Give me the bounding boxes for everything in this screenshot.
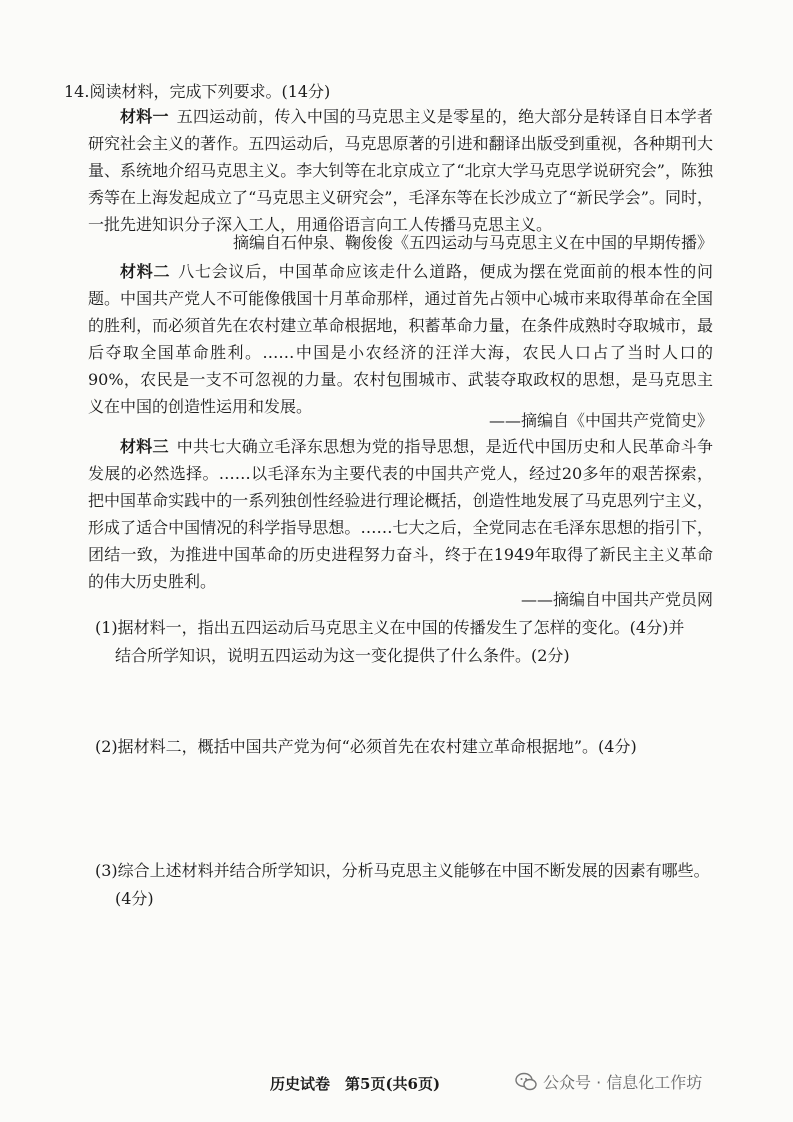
material-2-source: ——摘编自《中国共产党简史》 <box>488 411 713 430</box>
material-1 <box>88 103 713 238</box>
sub-question-3-line2: (4分) <box>115 889 154 908</box>
sub-question-1-line2: 结合所学知识，说明五四运动为这一变化提供了什么条件。(2分) <box>115 646 570 665</box>
page-footer: 历史试卷 第5页(共6页) <box>270 1075 441 1093</box>
material-1-text: 五四运动前，传入中国的马克思主义是零星的，绝大部分是转译自日本学者研究社会主义的著作。五四运动后，马克思原著的引进和翻译出版受到重视，各种期刊大量、系统地介绍马克思主义。李大钊等在北京成立了“北京大学马克思学说研究会”，陈独秀等在上海发起成立了“马克思主义研究会”，毛泽东等在长沙成立了“新民学会”。同时，一批先进知识分子深入工人，用通俗语言向工人传播马克思主义。 <box>88 107 713 234</box>
sub-question-2-line1: (2)据材料二，概括中国共产党为何“必须首先在农村建立革命根据地”。(4分) <box>95 737 637 756</box>
material-2 <box>88 258 713 420</box>
material-3-source: ——摘编自中国共产党员网 <box>520 590 713 609</box>
sub-question-2 <box>95 733 720 761</box>
wechat-icon <box>515 1072 537 1092</box>
sub-question-3 <box>95 857 720 913</box>
material-2-label: 材料二 <box>120 262 171 281</box>
sub-question-1 <box>95 614 720 670</box>
watermark-text: 公众号 · 信息化工作坊 <box>543 1073 703 1092</box>
material-3-text: 中共七大确立毛泽东思想为党的指导思想，是近代中国历史和人民革命斗争发展的必然选择。……以毛泽东为主要代表的中国共产党人，经过20多年的艰苦探索，把中国革命实践中的一系列独创性经验进行理论概括，创造性地发展了马克思列宁主义，形成了适合中国情况的科学指导思想。……七大之后，全党同志在毛泽东思想的指引下，团结一致，为推进中国革命的历史进程努力奋斗，终于在1949年取得了新民主主义革命的伟大历史胜利。 <box>88 437 713 591</box>
sub-question-1-line1: (1)据材料一，指出五四运动后马克思主义在中国的传播发生了怎样的变化。(4分)并 <box>95 618 685 637</box>
material-1-source: 摘编自石仲泉、鞠俊俊《五四运动与马克思主义在中国的早期传播》 <box>232 233 713 252</box>
material-1-label: 材料一 <box>120 107 169 126</box>
material-2-text: 八七会议后，中国革命应该走什么道路，便成为摆在党面前的根本性的问题。中国共产党人不可能像俄国十月革命那样，通过首先占领中心城市来取得革命在全国的胜利，而必须首先在农村建立革命根据地，积蓄革命力量，在条件成熟时夺取城市，最后夺取全国革命胜利。……中国是小农经济的汪洋大海，农民人口占了当时人口的90%，农民是一支不可忽视的力量。农村包围城市、武装夺取政权的思想，是马克思主义在中国的创造性运用和发展。 <box>88 262 713 416</box>
material-3-label: 材料三 <box>120 437 169 456</box>
question-header: 14.阅读材料，完成下列要求。(14分) <box>64 82 331 101</box>
sub-question-3-line1: (3)综合上述材料并结合所学知识，分析马克思主义能够在中国不断发展的因素有哪些。 <box>95 861 710 880</box>
material-3 <box>88 433 713 595</box>
watermark <box>515 1070 702 1093</box>
